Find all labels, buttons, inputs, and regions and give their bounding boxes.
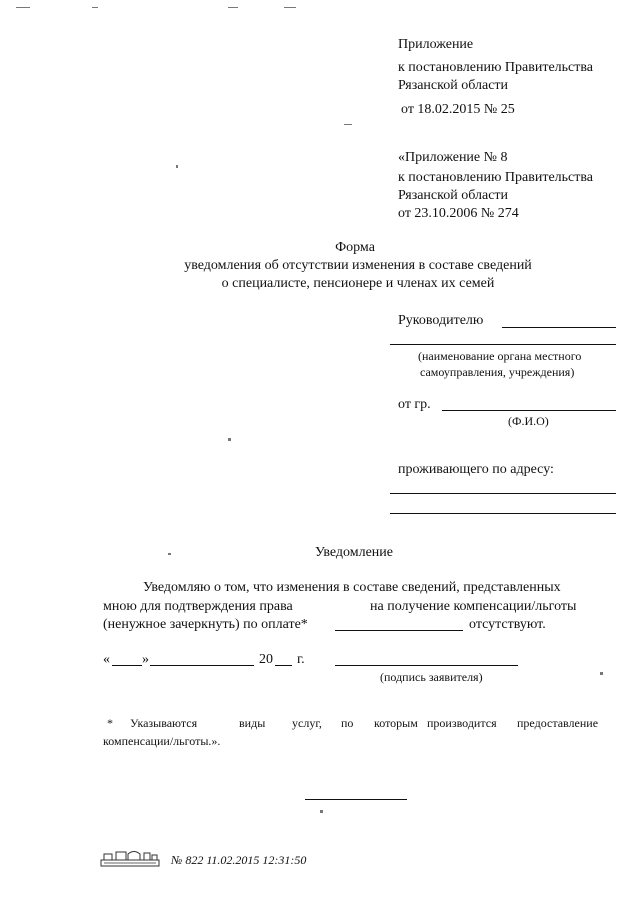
header-date-number: от 18.02.2015 № 25 [401,102,515,117]
scan-artifact [344,124,352,125]
fio-hint: (Ф.И.О) [508,414,549,428]
signature-line[interactable] [335,665,518,666]
footnote-word-5: которым [374,716,418,730]
signature-hint: (подпись заявителя) [380,670,483,684]
scan-artifact [320,810,323,813]
payment-blank-line[interactable] [335,630,463,631]
scan-artifact [228,438,231,441]
scan-artifact [16,7,30,8]
notice-para-line-1: Уведомляю о том, что изменения в составе сведений, представленных [143,580,561,595]
year-suffix: г. [297,652,305,667]
date-quote-open: « [103,652,110,667]
org-name-line[interactable] [390,344,616,345]
prior-appendix: «Приложение № 8 [398,150,508,165]
scan-artifact [600,672,603,675]
scan-artifact [92,7,98,8]
address-label: проживающего по адресу: [398,462,554,477]
footnote-word-4: по [341,716,354,730]
to-name-line[interactable] [502,327,616,328]
notice-para-line-3a: (ненужное зачеркнуть) по оплате* [103,617,308,632]
year-prefix: 20 [259,652,273,667]
form-subtitle-2: о специалисте, пенсионере и членах их семей [221,276,495,291]
scan-artifact [284,7,296,8]
notice-para-line-2a: мною для подтверждения права [103,599,293,614]
header-resolution: к постановлению Правительства [398,60,594,75]
prior-region: Рязанской области [398,188,509,203]
org-hint-1: (наименование органа местного [418,349,582,363]
footnote-line-2: компенсации/льготы.». [103,734,221,748]
from-label: от гр. [398,397,431,412]
prior-resolution: к постановлению Правительства [398,170,594,185]
footnote-word-7: предоставление [517,716,599,730]
org-hint-2: самоуправления, учреждения) [420,365,575,379]
day-line[interactable] [112,665,142,666]
scan-artifact [168,553,171,555]
form-title: Форма [335,240,375,255]
footnote-word-2: виды [239,716,266,730]
header-region: Рязанской области [398,78,509,93]
address-line-2[interactable] [390,513,616,514]
notice-para-line-3b: отсутствуют. [469,617,546,632]
year-line[interactable] [275,665,292,666]
notice-para-line-2b: на получение компенсации/льготы [370,599,577,614]
header-appendix: Приложение [398,37,474,52]
scan-artifact [228,7,238,8]
scan-artifact [176,165,178,168]
footnote-word-6: производится [427,716,497,730]
notice-heading: Уведомление [315,545,394,560]
registry-number: № 822 11.02.2015 12:31:50 [171,853,307,867]
closing-rule [305,799,407,800]
footnote-word-1: Указываются [130,716,198,730]
month-line[interactable] [150,665,254,666]
footnote-star: * [107,716,113,730]
to-label: Руководителю [398,313,484,328]
footnote-word-3: услуг, [292,716,322,730]
registry-stamp-icon [100,848,160,868]
prior-date-number: от 23.10.2006 № 274 [398,206,519,221]
form-subtitle-1: уведомления об отсутствии изменения в составе сведений [184,258,532,273]
address-line-1[interactable] [390,493,616,494]
fio-line[interactable] [442,410,616,411]
date-quote-close: » [142,652,149,667]
